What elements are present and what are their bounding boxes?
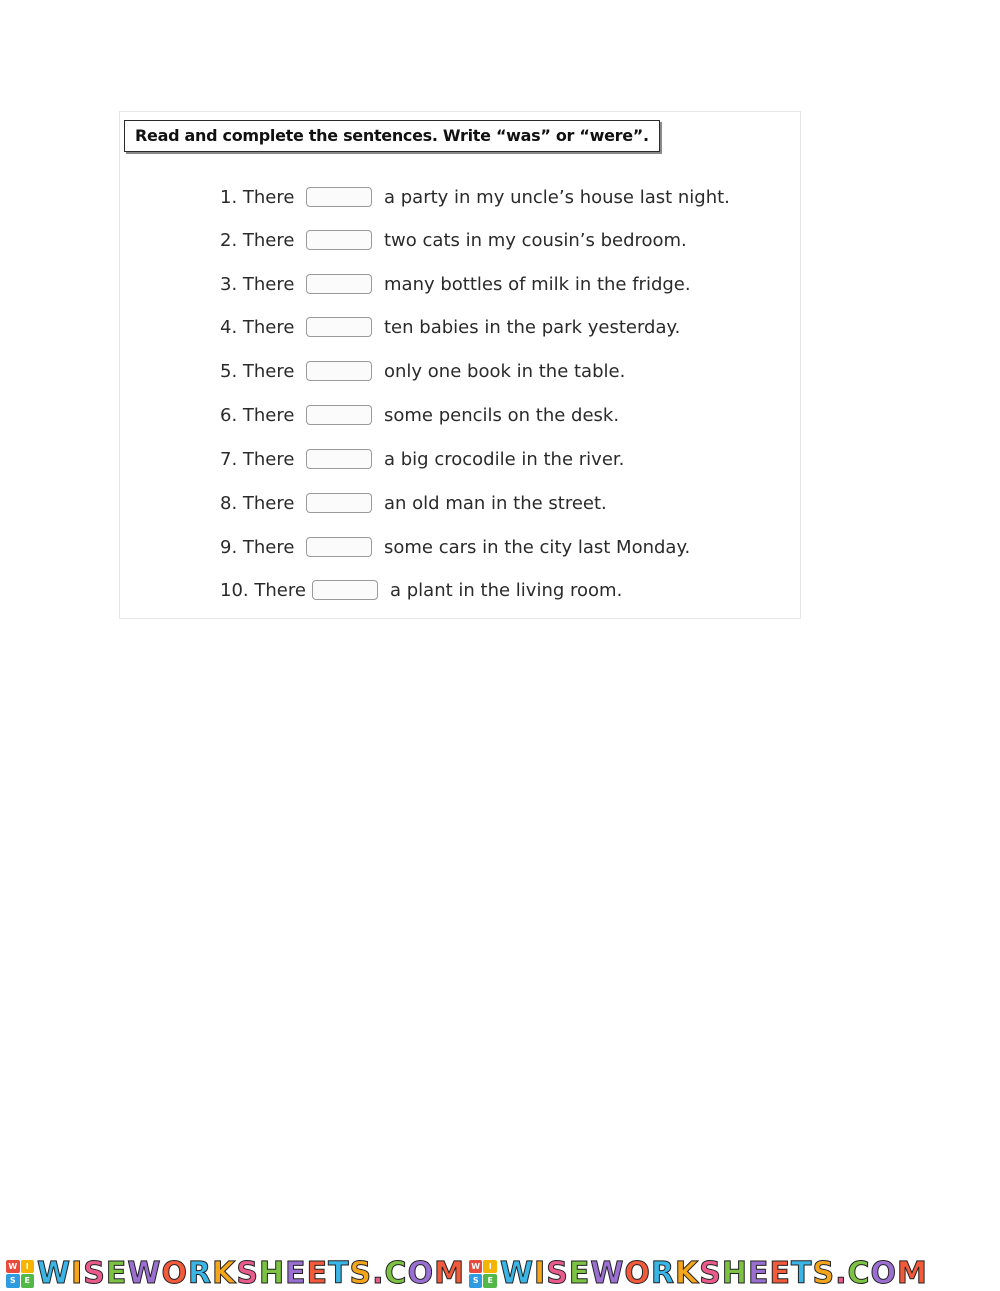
exercise-item [220,444,624,474]
item-rest: ten babies in the park yesterday. [384,316,681,338]
item-rest: only one book in the table. [384,360,626,382]
item-lead: 3. There [220,273,295,295]
brand-wordmark: WISEWORKSHEETS.COM [499,1255,928,1291]
item-lead: 9. There [220,536,295,558]
instruction-box: Read and complete the sentences. Write “was” or “were”. [124,120,660,152]
item-lead: 1. There [220,186,295,208]
wise-logo-icon: W I S E [6,1260,34,1288]
item-rest: some pencils on the desk. [384,404,620,426]
answer-field[interactable] [306,449,372,469]
answer-field[interactable] [306,187,372,207]
item-rest: an old man in the street. [384,492,607,514]
exercise-item [220,575,622,605]
answer-field[interactable] [312,580,378,600]
item-lead: 10. There [220,579,306,601]
brand-logo-group [6,1255,465,1291]
item-rest: a plant in the living room. [390,579,623,601]
exercise-item [220,488,607,518]
exercise-item [220,532,690,562]
exercise-item [220,312,680,342]
item-lead: 7. There [220,448,295,470]
wise-logo-icon: W I S E [469,1260,497,1288]
answer-field[interactable] [306,405,372,425]
item-lead: 8. There [220,492,295,514]
worksheet-panel [119,111,801,619]
exercise-item [220,269,691,299]
exercise-item [220,182,730,212]
answer-field[interactable] [306,317,372,337]
item-rest: many bottles of milk in the fridge. [384,273,691,295]
item-lead: 4. There [220,316,295,338]
exercise-item [220,356,625,386]
item-rest: a big crocodile in the river. [384,448,625,470]
footer-watermark [0,1256,1000,1291]
answer-field[interactable] [306,493,372,513]
item-rest: a party in my uncle’s house last night. [384,186,730,208]
item-lead: 5. There [220,360,295,382]
item-lead: 6. There [220,404,295,426]
answer-field[interactable] [306,230,372,250]
answer-field[interactable] [306,274,372,294]
item-lead: 2. There [220,229,295,251]
item-rest: two cats in my cousin’s bedroom. [384,229,687,251]
exercise-item [220,225,687,255]
exercise-list [120,112,800,618]
brand-wordmark: WISEWORKSHEETS.COM [37,1255,465,1291]
answer-field[interactable] [306,537,372,557]
item-rest: some cars in the city last Monday. [384,536,691,558]
exercise-item [220,400,619,430]
brand-logo-group [469,1255,928,1291]
answer-field[interactable] [306,361,372,381]
